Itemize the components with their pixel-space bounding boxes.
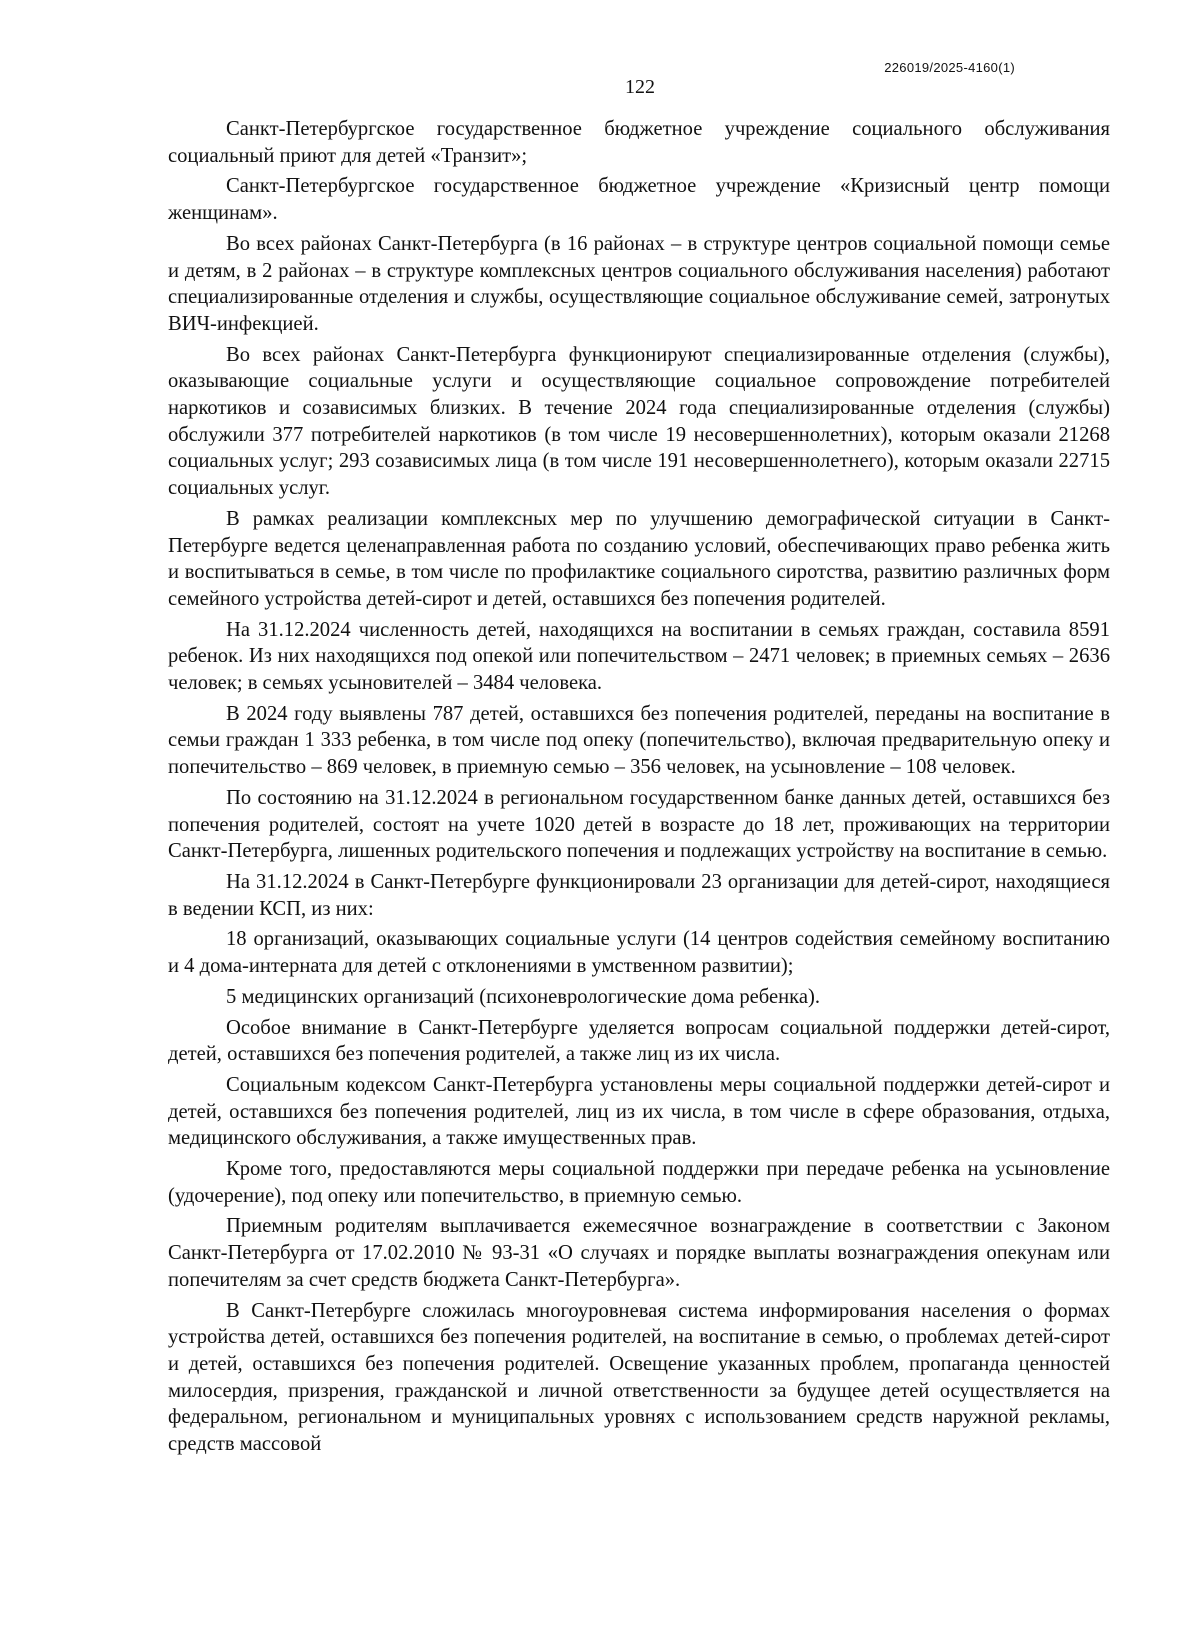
paragraph: Санкт-Петербургское государственное бюджетное учреждение социального обслуживания социальный приют для детей «Транзит»; [168,118,1110,167]
document-number: 226019/2025-4160(1) [884,60,1015,75]
paragraph: Во всех районах Санкт-Петербурга функционируют специализированные отделения (службы), оказывающие социальные услуги и осуществляющие социальное сопровождение потребителей наркотиков и созависимых близких. В течение 2024 года специализированные отделения (службы) обслужили 377 потребителей наркотиков (в том числе 19 несовершеннолетних), которым оказали 21268 социальных услуг; 293 созависимых лица (в том числе 191 несовершеннолетнего), которым оказали 22715 социальных услуг. [168,343,1110,500]
paragraph: В 2024 году выявлены 787 детей, оставшихся без попечения родителей, переданы на воспитание в семьи граждан 1 333 ребенка, в том числе под опеку (попечительство), включая предварительную опеку и попечительство – 869 человек, в приемную семью – 356 человек, на усыновление – 108 человек. [168,702,1110,779]
paragraph: В Санкт-Петербурге сложилась многоуровневая система информирования населения о формах устройства детей, оставшихся без попечения родителей, на воспитание в семью, о проблемах детей-сирот и детей, оставшихся без попечения родителей. Освещение указанных проблем, пропаганда ценностей милосердия, призрения, гражданской и личной ответственности за будущее детей осуществляется на федеральном, региональном и муниципальных уровнях с использованием средств наружной рекламы, средств массовой [168,1299,1110,1456]
paragraph: 5 медицинских организаций (психоневрологические дома ребенка). [226,985,821,1008]
paragraph: Во всех районах Санкт-Петербурга (в 16 районах – в структуре центров социальной помощи семье и детям, в 2 районах – в структуре комплексных центров социального обслуживания населения) работают специализированные отделения и службы, осуществляющие социальное обслуживание семей, затронутых ВИЧ-инфекцией. [168,232,1110,335]
paragraph: По состоянию на 31.12.2024 в региональном государственном банке данных детей, оставшихся без попечения родителей, состоят на учете 1020 детей в возрасте до 18 лет, проживающих на территории Санкт-Петербурга, лишенных родительского попечения и подлежащих устройству на воспитание в семью. [168,786,1110,863]
paragraph: В рамках реализации комплексных мер по улучшению демографической ситуации в Санкт-Петербурге ведется целенаправленная работа по созданию условий, обеспечивающих право ребенка жить и воспитываться в семье, в том числе по профилактике социального сиротства, развитию различных форм семейного устройства детей-сирот и детей, оставшихся без попечения родителей. [168,507,1110,610]
page-number: 122 [625,76,655,98]
paragraph: Особое внимание в Санкт-Петербурге уделяется вопросам социальной поддержки детей-сирот, детей, оставшихся без попечения родителей, а также лиц из их числа. [168,1016,1110,1066]
paragraph: На 31.12.2024 в Санкт-Петербурге функционировали 23 организации для детей-сирот, находящиеся в ведении КСП, из них: [168,870,1110,920]
paragraph: Кроме того, предоставляются меры социальной поддержки при передаче ребенка на усыновление (удочерение), под опеку или попечительство, в приемную семью. [168,1158,1110,1207]
paragraph: На 31.12.2024 численность детей, находящихся на воспитании в семьях граждан, составила 8591 ребенок. Из них находящихся под опекой или попечительством – 2471 человек; в приемных семьях – 2636 человек; в семьях усыновителей – 3484 человека. [168,618,1110,695]
paragraph: Санкт-Петербургское государственное бюджетное учреждение «Кризисный центр помощи женщинам». [168,175,1110,225]
document-body [168,116,1110,1462]
paragraph: Социальным кодексом Санкт-Петербурга установлены меры социальной поддержки детей-сирот и детей, оставшихся без попечения родителей, лиц из их числа, в том числе в сфере образования, отдыха, медицинского обслуживания, а также имущественных прав. [168,1073,1110,1150]
paragraph: 18 организаций, оказывающих социальные услуги (14 центров содействия семейному воспитанию и 4 дома-интерната для детей с отклонениями в умственном развитии); [168,928,1110,978]
paragraph: Приемным родителям выплачивается ежемесячное вознаграждение в соответствии с Законом Санкт-Петербурга от 17.02.2010 № 93-31 «О случаях и порядке выплаты вознаграждения опекунам или попечителям за счет средств бюджета Санкт-Петербурга». [168,1215,1110,1291]
